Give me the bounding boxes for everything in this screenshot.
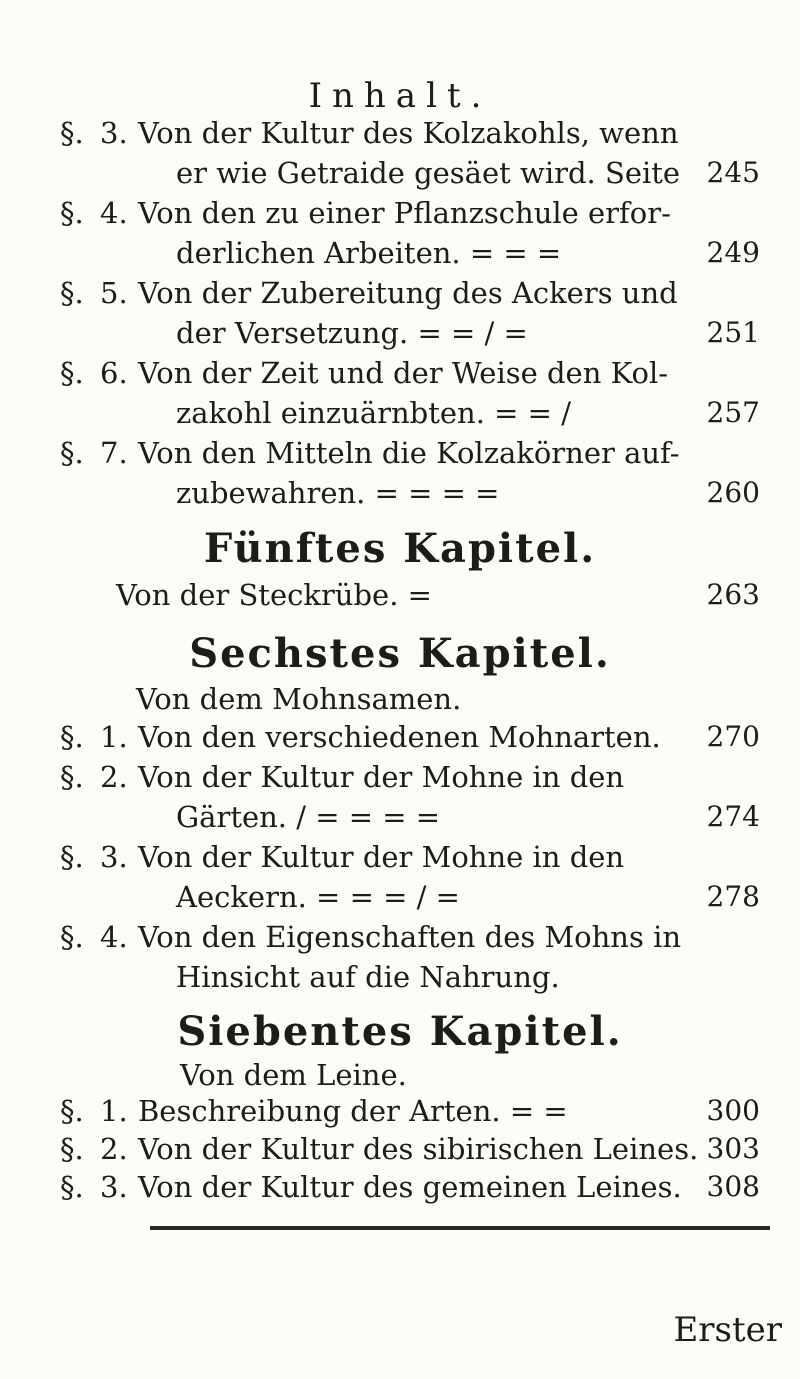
running-head: Inhalt. [308,76,492,116]
entry-text: Von der Kultur der Mohne in den [138,840,625,874]
page-number: 308 [706,1170,760,1203]
entry-number: 2. [100,760,128,794]
horizontal-rule [150,1226,770,1230]
chapter-heading: Sechstes Kapitel. [189,630,611,677]
chapter-subtitle: Von der Steckrübe. = [116,578,432,612]
section-sign: §. [60,356,84,390]
entry-number: 5. [100,276,128,310]
entry-number: 2. [100,1132,128,1166]
entry-text-continued: er wie Getraide gesäet wird. Seite [176,156,681,190]
catchword: Erster [673,1310,782,1350]
chapter-heading: Siebentes Kapitel. [177,1008,623,1055]
chapter-subtitle: Von dem Leine. [180,1058,407,1092]
entry-number: 6. [100,356,128,390]
entry-number: 3. [100,116,128,150]
page-number: 270 [706,720,760,753]
chapter-subtitle: Von dem Mohnsamen. [136,682,462,716]
entry-text-continued: zakohl einzuärnbten. = = / [176,396,571,430]
entry-text: Von der Kultur des gemeinen Leines. [138,1170,682,1204]
page-number: 251 [706,316,760,349]
page-number: 278 [706,880,760,913]
entry-number: 1. [100,720,128,754]
entry-text-continued: Hinsicht auf die Nahrung. [176,960,560,994]
entry-text: Von der Kultur des sibirischen Leines. [138,1132,699,1166]
section-sign: §. [60,196,84,230]
section-sign: §. [60,436,84,470]
page-number: 260 [706,476,760,509]
entry-number: 1. [100,1094,128,1128]
page-number: 263 [706,578,760,611]
entry-text: Von den verschiedenen Mohnarten. [138,720,661,754]
entry-text: Von der Zeit und der Weise den Kol- [138,356,669,390]
section-sign: §. [60,920,84,954]
entry-number: 4. [100,196,128,230]
page-number: 249 [706,236,760,269]
entry-text: Beschreibung der Arten. = = [138,1094,568,1128]
chapter-heading: Fünftes Kapitel. [203,525,597,572]
section-sign: §. [60,1132,84,1166]
entry-text-continued: derlichen Arbeiten. = = = [176,236,562,270]
entry-number: 3. [100,840,128,874]
entry-number: 7. [100,436,128,470]
page-number: 300 [706,1094,760,1127]
section-sign: §. [60,720,84,754]
page-number: 245 [706,156,760,189]
entry-number: 3. [100,1170,128,1204]
entry-text: Von der Kultur des Kolzakohls, wenn [138,116,679,150]
page-number: 274 [706,800,760,833]
entry-text-continued: Gärten. / = = = = [176,800,441,834]
entry-text-continued: der Versetzung. = = / = [176,316,528,350]
entry-text: Von den zu einer Pflanzschule erfor- [138,196,671,230]
entry-number: 4. [100,920,128,954]
section-sign: §. [60,840,84,874]
entry-text: Von der Zubereitung des Ackers und [138,276,678,310]
section-sign: §. [60,276,84,310]
entry-text-continued: Aeckern. = = = / = [176,880,460,914]
section-sign: §. [60,760,84,794]
entry-text: Von den Mitteln die Kolzakörner auf- [138,436,680,470]
section-sign: §. [60,1170,84,1204]
section-sign: §. [60,116,84,150]
section-sign: §. [60,1094,84,1128]
entry-text-continued: zubewahren. = = = = [176,476,500,510]
entry-text: Von den Eigenschaften des Mohns in [138,920,682,954]
entry-text: Von der Kultur der Mohne in den [138,760,625,794]
page-number: 257 [706,396,760,429]
page-number: 303 [706,1132,760,1165]
